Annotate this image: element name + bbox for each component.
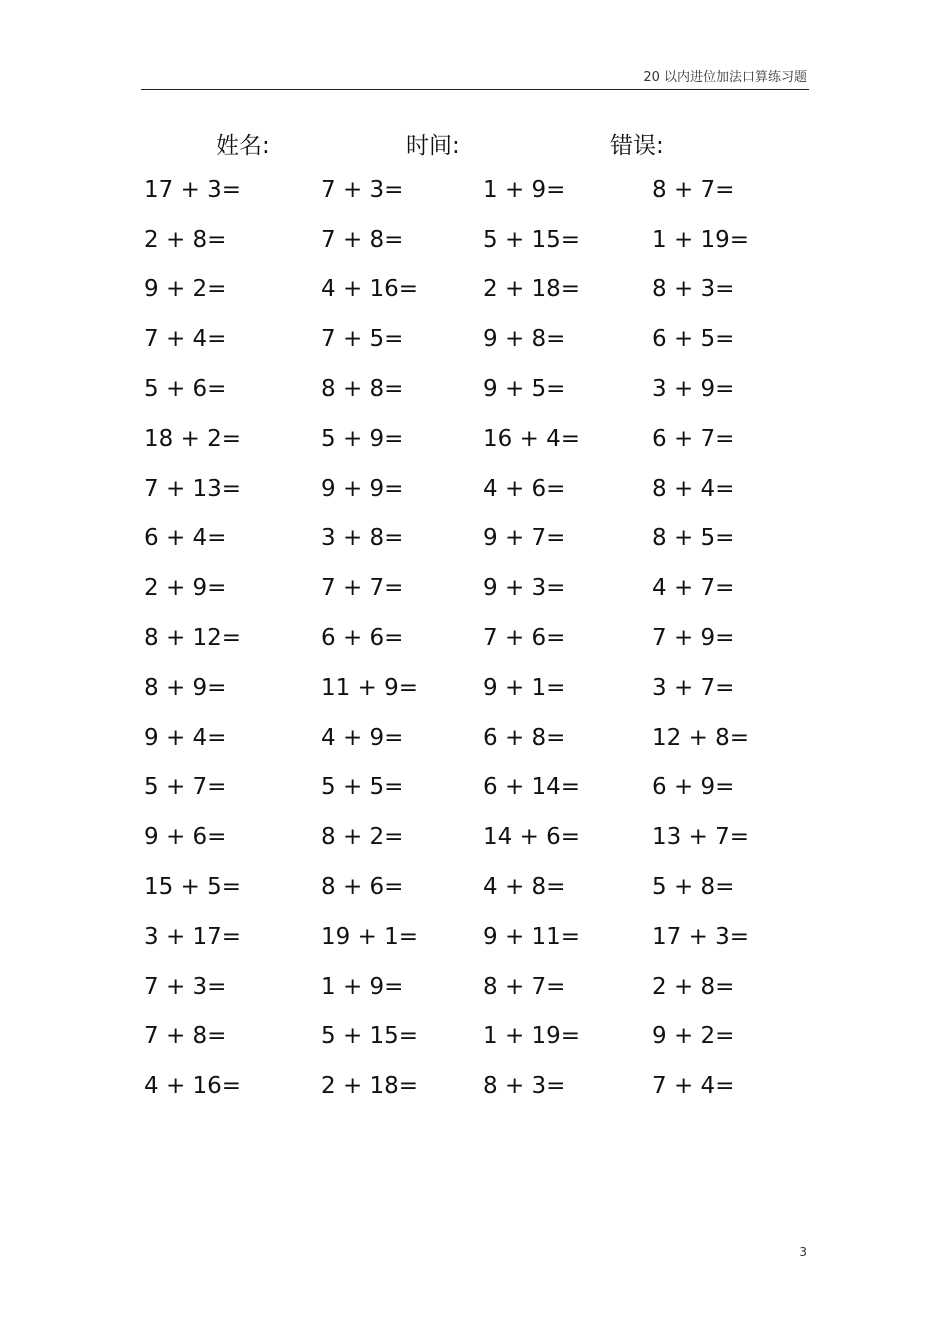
problem-cell: 6 + 14= <box>483 774 581 801</box>
problem-cell: 8 + 3= <box>652 276 735 303</box>
problem-cell: 7 + 7= <box>321 575 404 602</box>
problem-cell: 6 + 6= <box>321 625 404 652</box>
problem-cell: 4 + 16= <box>144 1073 242 1100</box>
problem-row <box>141 1061 809 1111</box>
problem-cell: 8 + 7= <box>652 176 735 203</box>
problem-cell: 8 + 9= <box>144 674 227 701</box>
problem-cell: 6 + 5= <box>652 326 735 353</box>
problem-cell: 4 + 7= <box>652 575 735 602</box>
problem-cell: 9 + 1= <box>483 674 566 701</box>
problem-cell: 8 + 4= <box>652 475 735 502</box>
page-number: 3 <box>799 1245 807 1259</box>
problem-cell: 8 + 5= <box>652 525 735 552</box>
problem-row <box>141 165 809 215</box>
problem-cell: 9 + 5= <box>483 376 566 403</box>
problem-cell: 8 + 7= <box>483 973 566 1000</box>
problem-cell: 7 + 3= <box>321 176 404 203</box>
name-label: 姓名: <box>216 133 270 159</box>
problem-cell: 2 + 8= <box>652 973 735 1000</box>
problem-cell: 9 + 8= <box>483 326 566 353</box>
problem-cell: 11 + 9= <box>321 674 419 701</box>
problem-cell: 4 + 6= <box>483 475 566 502</box>
problem-row <box>141 763 809 813</box>
problem-grid <box>141 165 809 1111</box>
problem-cell: 13 + 7= <box>652 824 750 851</box>
problem-cell: 3 + 17= <box>144 923 242 950</box>
problem-row <box>141 563 809 613</box>
problem-cell: 3 + 8= <box>321 525 404 552</box>
problem-cell: 7 + 8= <box>144 1023 227 1050</box>
time-label: 时间: <box>406 133 460 159</box>
problem-cell: 17 + 3= <box>144 176 242 203</box>
problem-cell: 8 + 6= <box>321 874 404 901</box>
problem-cell: 17 + 3= <box>652 923 750 950</box>
problem-cell: 1 + 9= <box>321 973 404 1000</box>
problem-cell: 1 + 19= <box>652 226 750 253</box>
problem-cell: 8 + 2= <box>321 824 404 851</box>
error-label: 错误: <box>610 133 664 159</box>
problem-cell: 3 + 9= <box>652 376 735 403</box>
problem-cell: 7 + 4= <box>144 326 227 353</box>
problem-cell: 9 + 11= <box>483 923 581 950</box>
problem-row <box>141 364 809 414</box>
problem-cell: 5 + 9= <box>321 425 404 452</box>
problem-cell: 4 + 9= <box>321 724 404 751</box>
problem-row <box>141 464 809 514</box>
problem-cell: 14 + 6= <box>483 824 581 851</box>
problem-cell: 12 + 8= <box>652 724 750 751</box>
problem-row <box>141 663 809 713</box>
problem-cell: 5 + 15= <box>483 226 581 253</box>
problem-cell: 7 + 9= <box>652 625 735 652</box>
problem-cell: 9 + 2= <box>652 1023 735 1050</box>
problem-cell: 7 + 4= <box>652 1073 735 1100</box>
problem-cell: 9 + 4= <box>144 724 227 751</box>
problem-cell: 4 + 8= <box>483 874 566 901</box>
problem-row <box>141 713 809 763</box>
problem-row <box>141 215 809 265</box>
problem-cell: 8 + 12= <box>144 625 242 652</box>
problem-cell: 7 + 3= <box>144 973 227 1000</box>
problem-cell: 7 + 13= <box>144 475 242 502</box>
problem-row <box>141 613 809 663</box>
problem-cell: 5 + 7= <box>144 774 227 801</box>
problem-row <box>141 414 809 464</box>
problem-row <box>141 314 809 364</box>
problem-cell: 6 + 8= <box>483 724 566 751</box>
problem-cell: 9 + 3= <box>483 575 566 602</box>
problem-cell: 1 + 9= <box>483 176 566 203</box>
problem-cell: 3 + 7= <box>652 674 735 701</box>
problem-cell: 18 + 2= <box>144 425 242 452</box>
problem-cell: 9 + 6= <box>144 824 227 851</box>
problem-row <box>141 265 809 315</box>
problem-cell: 6 + 4= <box>144 525 227 552</box>
problem-cell: 2 + 18= <box>483 276 581 303</box>
problem-cell: 5 + 8= <box>652 874 735 901</box>
problem-row <box>141 962 809 1012</box>
problem-cell: 8 + 8= <box>321 376 404 403</box>
problem-cell: 5 + 5= <box>321 774 404 801</box>
problem-cell: 19 + 1= <box>321 923 419 950</box>
problem-cell: 7 + 8= <box>321 226 404 253</box>
problem-cell: 9 + 7= <box>483 525 566 552</box>
problem-cell: 7 + 5= <box>321 326 404 353</box>
problem-cell: 6 + 9= <box>652 774 735 801</box>
problem-cell: 9 + 2= <box>144 276 227 303</box>
problem-cell: 15 + 5= <box>144 874 242 901</box>
problem-cell: 2 + 9= <box>144 575 227 602</box>
problem-cell: 7 + 6= <box>483 625 566 652</box>
problem-cell: 2 + 18= <box>321 1073 419 1100</box>
problem-cell: 4 + 16= <box>321 276 419 303</box>
problem-cell: 5 + 6= <box>144 376 227 403</box>
problem-cell: 5 + 15= <box>321 1023 419 1050</box>
header-title: 20 以内进位加法口算练习题 <box>643 70 807 85</box>
problem-cell: 6 + 7= <box>652 425 735 452</box>
problem-row <box>141 1012 809 1062</box>
problem-cell: 16 + 4= <box>483 425 581 452</box>
header-rule <box>141 89 809 90</box>
problem-row <box>141 912 809 962</box>
problem-row <box>141 862 809 912</box>
problem-cell: 1 + 19= <box>483 1023 581 1050</box>
problem-row <box>141 514 809 564</box>
problem-row <box>141 812 809 862</box>
problem-cell: 8 + 3= <box>483 1073 566 1100</box>
problem-cell: 9 + 9= <box>321 475 404 502</box>
problem-cell: 2 + 8= <box>144 226 227 253</box>
